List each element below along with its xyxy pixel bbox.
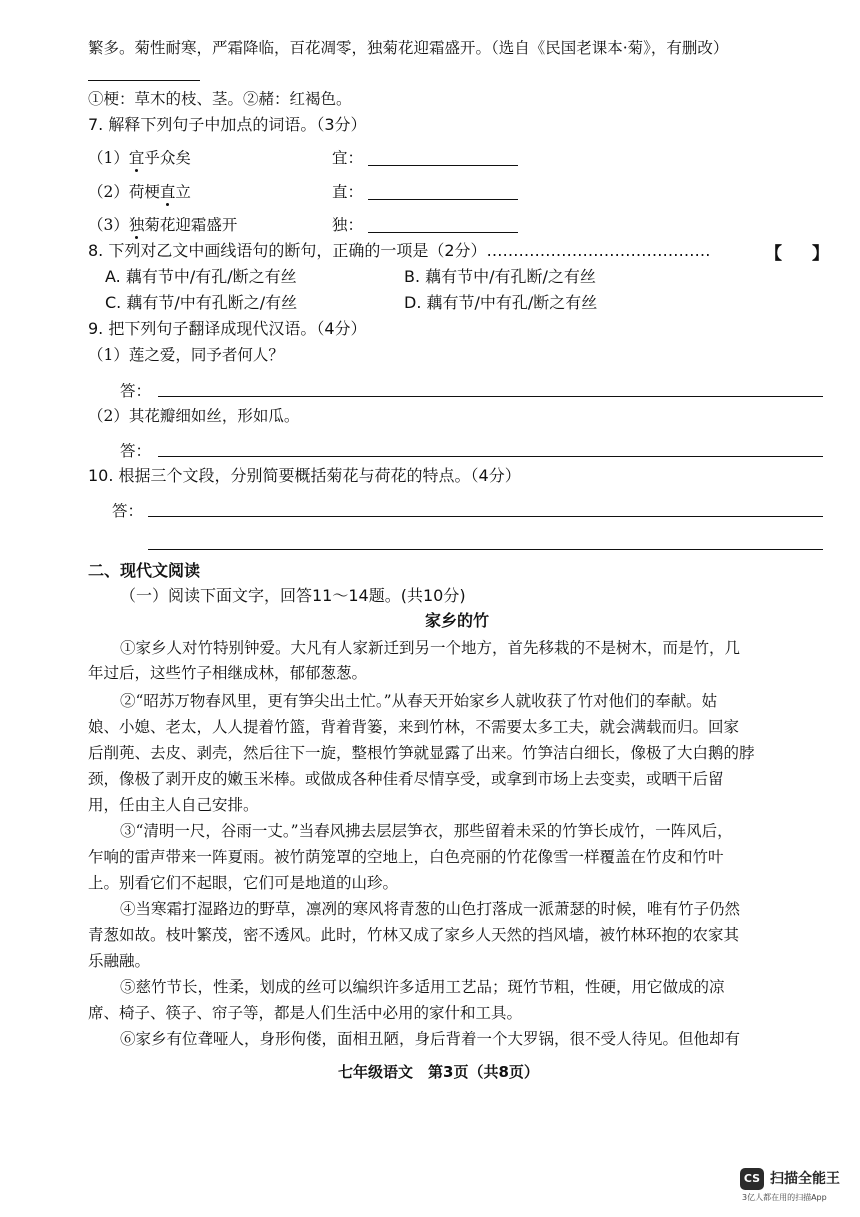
article-line: ②“昭苏万物春风里，更有笋尖出土忙。”从春天开始家乡人就收获了竹对他们的奉献。姑 bbox=[120, 692, 718, 710]
q9-sentence-2: （2）其花瓣细如丝，形如瓜。 bbox=[88, 407, 300, 425]
q8-option-d: D. 藕有节/中有孔/断之有丝 bbox=[404, 293, 598, 312]
camscanner-logo-icon: CS bbox=[740, 1168, 764, 1190]
article-line: ④当寒霜打湿路边的野草，凛冽的寒风将青葱的山色打落成一派萧瑟的时候，唯有竹子仍然 bbox=[120, 900, 741, 918]
q7-item-2 bbox=[88, 181, 191, 203]
q10-answer-line-1[interactable] bbox=[148, 516, 823, 517]
footnote: ①梗：草木的枝、茎。②赭：红褐色。 bbox=[88, 90, 352, 108]
article-line: 后削蔸、去皮、剥壳，然后往下一旋，整根竹笋就显露了出来。竹笋洁白细长，像极了大白鹅的脖 bbox=[88, 744, 755, 762]
article-line: 青葱如故。枝叶繁茂，密不透风。此时，竹林又成了家乡人天然的挡风墙，被竹林环抱的农家其 bbox=[88, 926, 740, 944]
article-line: ⑤慈竹节长，性柔，划成的丝可以编织许多适用工艺品；斑竹节粗，性硬，用它做成的凉 bbox=[120, 978, 725, 996]
q9-answer-2-line[interactable] bbox=[158, 456, 823, 457]
q10-answer-label: 答： bbox=[112, 502, 144, 520]
q7-item-2-answer-line[interactable] bbox=[368, 199, 518, 200]
q8-option-a: A. 藕有节中/有孔/断之有丝 bbox=[105, 267, 297, 286]
q9-answer-1-line[interactable] bbox=[158, 396, 823, 397]
section-heading: 二、现代文阅读 bbox=[88, 561, 201, 580]
question-8-stem: 8. 下列对乙文中画线语句的断句，正确的一项是（2分）…………………………………… bbox=[88, 241, 711, 260]
page-footer: 七年级语文 第3页（共8页） bbox=[338, 1063, 539, 1081]
article-line: ⑥家乡有位聋哑人，身形佝偻，面相丑陋，身后背着一个大罗锅，很不受人待见。但他却有 bbox=[120, 1030, 741, 1048]
q7-item-2-dotted-word: 直 bbox=[159, 183, 176, 201]
q7-item-2-label: 直： bbox=[332, 183, 364, 201]
question-10-stem: 10. 根据三个文段，分别简要概括菊花与荷花的特点。（4分） bbox=[88, 466, 521, 485]
q8-answer-bracket-open[interactable]: 【 bbox=[765, 244, 782, 264]
question-7-stem: 7. 解释下列句子中加点的词语。（3分） bbox=[88, 115, 367, 134]
q7-item-3-prefix: （3） bbox=[88, 216, 129, 234]
q8-answer-bracket-close[interactable]: 】 bbox=[812, 244, 829, 264]
q7-item-3-label: 独： bbox=[332, 216, 364, 234]
article-line: 用，任由主人自己安排。 bbox=[88, 796, 259, 814]
q7-item-2-pre: 荷梗 bbox=[128, 183, 160, 201]
reading-intro: （一）阅读下面文字，回答11～14题。(共10分) bbox=[120, 586, 466, 605]
q9-answer-2-label: 答： bbox=[120, 442, 152, 460]
q7-item-1 bbox=[88, 147, 191, 169]
article-line: 颈，像极了剥开皮的嫩玉米棒。或做成各种佳肴尽情享受，或拿到市场上去变卖，或晒干后留 bbox=[88, 770, 724, 788]
q7-item-2-post: 立 bbox=[175, 183, 191, 201]
q8-option-c: C. 藕有节/中有孔断之/有丝 bbox=[105, 293, 298, 312]
q8-option-b: B. 藕有节中/有孔断/之有丝 bbox=[404, 267, 596, 286]
article-line: 乐融融。 bbox=[88, 952, 151, 970]
q7-item-3-answer-line[interactable] bbox=[368, 232, 518, 233]
q9-answer-1-label: 答： bbox=[120, 382, 152, 400]
article-line: 年过后，这些竹子相继成林，郁郁葱葱。 bbox=[88, 664, 368, 682]
q7-item-1-post: 乎众矣 bbox=[144, 149, 191, 167]
q7-item-1-prefix: （1） bbox=[88, 149, 129, 167]
article-title: 家乡的竹 bbox=[425, 611, 490, 630]
article-line: ①家乡人对竹特别钟爱。大凡有人家新迁到另一个地方，首先移栽的不是树木，而是竹，几 bbox=[120, 639, 741, 657]
q7-item-1-answer-line[interactable] bbox=[368, 165, 518, 166]
q7-item-3-post: 菊花迎霜盛开 bbox=[144, 216, 238, 234]
q10-answer-line-2[interactable] bbox=[148, 549, 823, 550]
q7-item-1-dotted-word: 宜 bbox=[128, 149, 145, 167]
q7-item-3-dotted-word: 独 bbox=[128, 216, 145, 234]
q7-item-1-label: 宜： bbox=[332, 149, 364, 167]
article-line: 娘、小媳、老太，人人提着竹篮，背着背篓，来到竹林，不需要太多工夫，就会满载而归。回家 bbox=[88, 718, 740, 736]
q9-sentence-1: （1）莲之爱，同予者何人？ bbox=[88, 346, 284, 364]
article-line: 席、椅子、筷子、帘子等，都是人们生活中必用的家什和工具。 bbox=[88, 1004, 523, 1022]
article-line: 上。别看它们不起眼，它们可是地道的山珍。 bbox=[88, 874, 399, 892]
q7-item-2-prefix: （2） bbox=[88, 183, 129, 201]
scanner-watermark bbox=[740, 1165, 850, 1205]
q7-item-3 bbox=[88, 214, 237, 236]
article-line: 乍响的雷声带来一阵夏雨。被竹荫笼罩的空地上，白色亮丽的竹花像雪一样覆盖在竹皮和竹叶 bbox=[88, 848, 724, 866]
watermark-app-name: 扫描全能王 bbox=[770, 1171, 840, 1187]
question-9-stem: 9. 把下列句子翻译成现代汉语。（4分） bbox=[88, 319, 367, 338]
watermark-tagline: 3亿人都在用的扫描App bbox=[742, 1193, 827, 1202]
passage-end-line: 繁多。菊性耐寒，严霜降临，百花凋零，独菊花迎霜盛开。（选自《民国老课本·菊》，有删改） bbox=[88, 39, 729, 57]
footnote-rule bbox=[88, 80, 200, 81]
article-line: ③“清明一尺，谷雨一丈。”当春风拂去层层笋衣，那些留着未采的竹笋长成竹，一阵风后， bbox=[120, 822, 733, 840]
